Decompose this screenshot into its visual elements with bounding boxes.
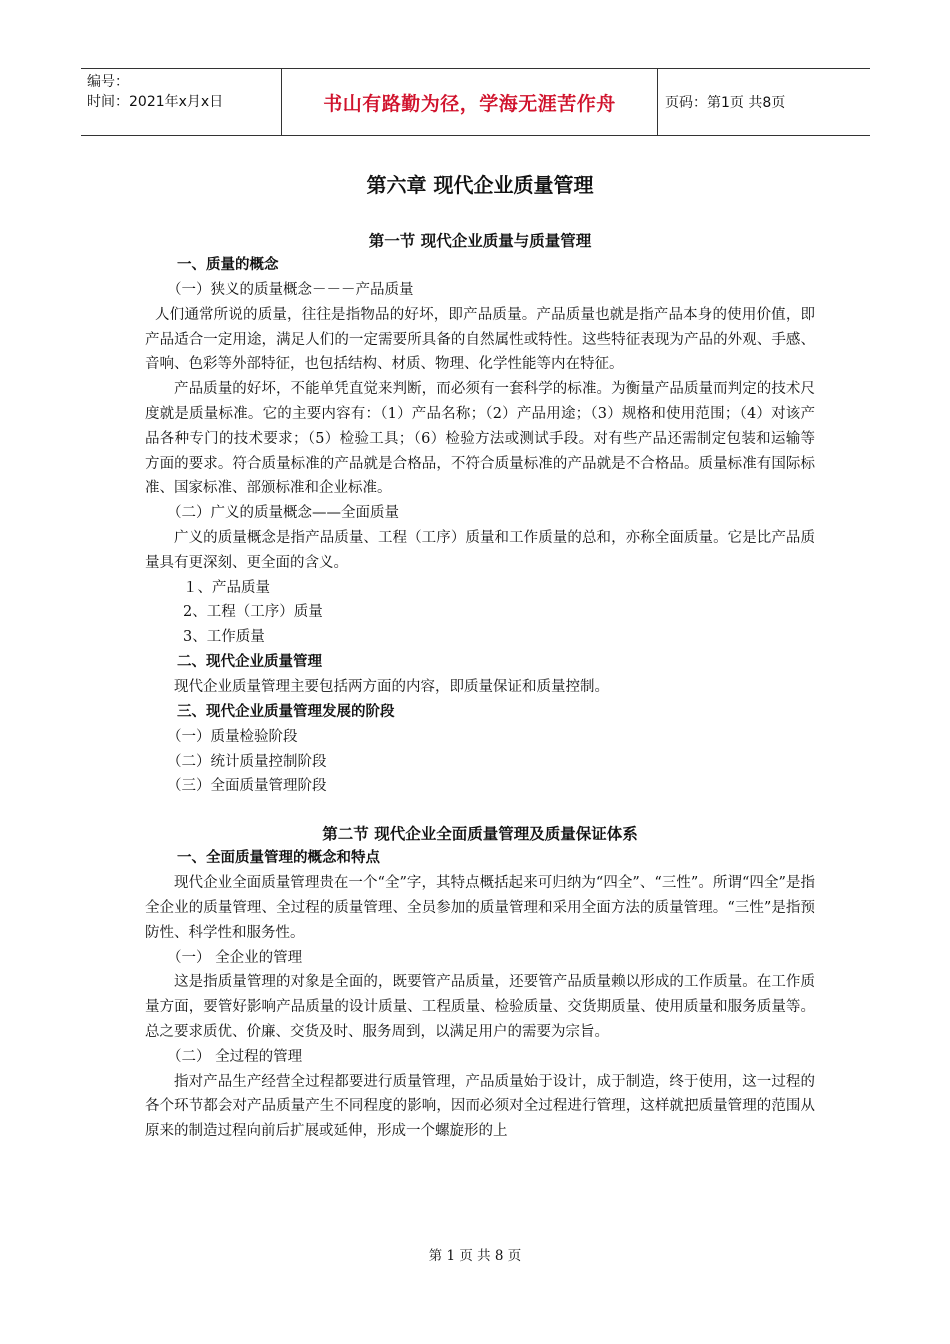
- subheading-broad-quality: （二）广义的质量概念——全面质量: [167, 505, 399, 522]
- subheading-enterprise-management: （一） 全企业的管理: [167, 949, 303, 966]
- list-item: 3、工作质量: [183, 629, 265, 646]
- subheading-narrow-quality: （一）狭义的质量概念－－－产品质量: [167, 282, 414, 298]
- list-item: 2、工程（工序）质量: [183, 604, 323, 621]
- heading-quality-concept: 一、质量的概念: [177, 257, 279, 273]
- document-body: [145, 168, 815, 1144]
- header-motto-cell: [281, 69, 658, 135]
- motto-text: 书山有路勤为径，学海无涯苦作舟: [323, 92, 616, 115]
- heading-tqm-concept: 一、全面质量管理的概念和特点: [177, 850, 380, 867]
- paragraph: 人们通常所说的质量，往往是指物品的好坏，即产品质量。产品质量也就是指产品本身的使用价值，即产品适合一定用途，满足人们的一定需要所具备的自然属性或特性。这些特征表现为产品的外观、手感、音响、色彩等外部特征，也包括结构、材质、物理、化学性能等内在特征。: [145, 306, 815, 373]
- page-header: [81, 68, 870, 136]
- paragraph: 指对产品生产经营全过程都要进行质量管理，产品质量始于设计，成于制造，终于使用，这一过程的各个环节都会对产品质量产生不同程度的影响，因而必须对全过程进行管理，这样就把质量管理的范围从原来的制造过程向前后扩展或延伸，形成一个螺旋形的上: [145, 1073, 815, 1140]
- paragraph: 广义的质量概念是指产品质量、工程（工序）质量和工作质量的总和，亦称全面质量。它是比产品质量具有更深刻、更全面的含义。: [145, 529, 815, 571]
- section-2-title: 第二节 现代企业全面质量管理及质量保证体系: [322, 825, 638, 844]
- paragraph: 这是指质量管理的对象是全面的，既要管产品质量，还要管产品质量赖以形成的工作质量。在工作质量方面，要管好影响产品质量的设计质量、工程质量、检验质量、交货期质量、使用质量和服务质量等。总之要求质优、价廉、交货及时、服务周到，以满足用户的需要为宗旨。: [145, 974, 815, 1040]
- section-1-title: 第一节 现代企业质量与质量管理: [368, 232, 592, 250]
- list-item: （一）质量检验阶段: [167, 728, 298, 745]
- time-label: 时间：2021年x月x日: [87, 94, 224, 110]
- chapter-title: 第六章 现代企业质量管理: [366, 173, 594, 197]
- list-item: （三）全面质量管理阶段: [167, 778, 327, 795]
- header-page-code: 页码：第1页 共8页: [665, 95, 786, 111]
- number-label: 编号：: [87, 74, 129, 90]
- heading-development-stages: 三、现代企业质量管理发展的阶段: [177, 703, 395, 720]
- heading-modern-quality-management: 二、现代企业质量管理: [177, 653, 322, 670]
- paragraph: 现代企业全面质量管理贵在一个“全”字，其特点概括起来可归纳为“四全”、“三性”。所谓“四全”是指全企业的质量管理、全过程的质量管理、全员参加的质量管理和采用全面方法的质量管理。“三性”是指预防性、科学性和服务性。: [145, 875, 815, 941]
- paragraph: 现代企业质量管理主要包括两方面的内容，即质量保证和质量控制。: [174, 678, 609, 695]
- list-item: （二）统计质量控制阶段: [167, 753, 327, 770]
- paragraph: 产品质量的好坏，不能单凭直觉来判断，而必须有一套科学的标准。为衡量产品质量而判定的技术尺度就是质量标准。它的主要内容有：（1）产品名称；（2）产品用途；（3）规格和使用范围；（4）对该产品各种专门的技术要求；（5）检验工具；（6）检验方法或测试手段。对有些产品还需制定包装和运输等方面的要求。符合质量标准的产品就是合格品，不符合质量标准的产品就是不合格品。质量标准有国际标准、国家标准、部颁标准和企业标准。: [145, 381, 815, 497]
- list-item: １、产品质量: [183, 579, 270, 596]
- subheading-process-management: （二） 全过程的管理: [167, 1048, 303, 1065]
- page-footer: 第 1 页 共 8 页: [428, 1248, 522, 1264]
- header-meta: [81, 69, 281, 135]
